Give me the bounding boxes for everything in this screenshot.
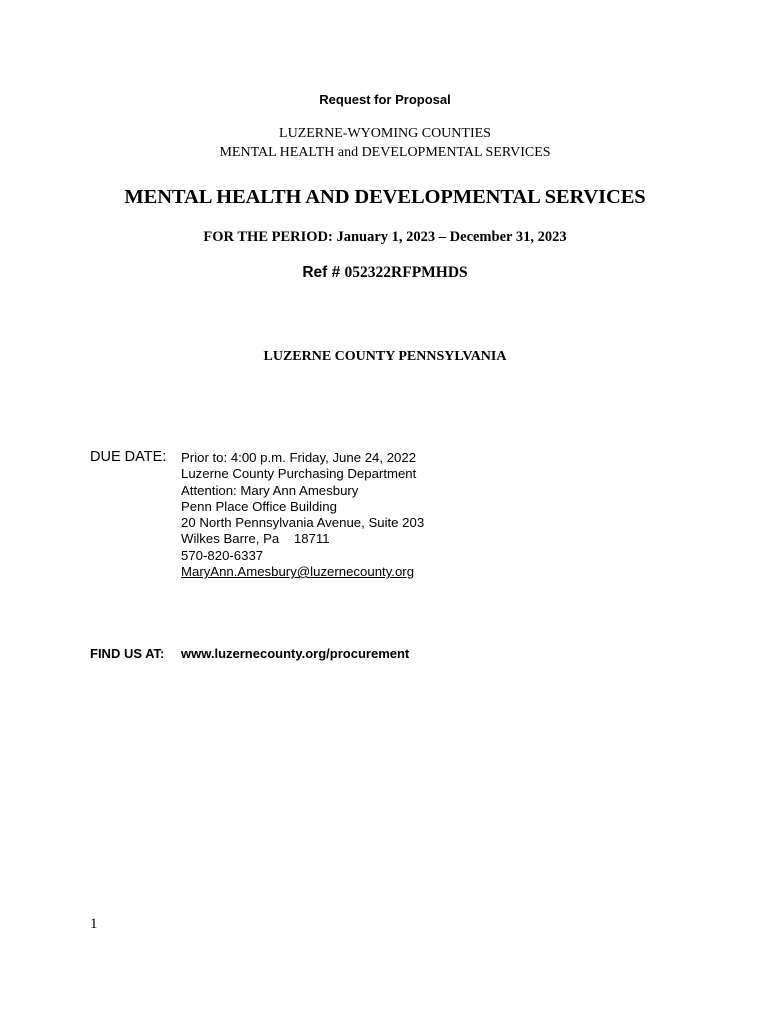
page-number: 1 <box>90 916 98 932</box>
street-address-line: 20 North Pennsylvania Avenue, Suite 203 <box>181 515 425 531</box>
department-line: Luzerne County Purchasing Department <box>181 466 417 482</box>
period-line: FOR THE PERIOD: January 1, 2023 – December 31, 2023 <box>203 229 567 245</box>
find-us-label: FIND US AT: <box>90 646 165 661</box>
reference-number <box>0 264 770 282</box>
due-date-label: DUE DATE: <box>90 449 167 465</box>
building-line: Penn Place Office Building <box>181 498 337 514</box>
agency-name-line-2: MENTAL HEALTH and DEVELOPMENTAL SERVICES <box>219 145 551 160</box>
reference-prefix: Ref # <box>302 264 345 281</box>
attention-line: Attention: Mary Ann Amesbury <box>181 482 359 498</box>
county-line: LUZERNE COUNTY PENNSYLVANIA <box>263 349 507 364</box>
due-date-details <box>181 450 424 580</box>
document-title: MENTAL HEALTH AND DEVELOPMENTAL SERVICES <box>124 186 646 208</box>
city-state-zip-line: Wilkes Barre, Pa 18711 <box>181 531 330 547</box>
reference-code: 052322RFPMHDS <box>344 264 468 281</box>
due-date-time: Prior to: 4:00 p.m. Friday, June 24, 2022 <box>181 450 417 465</box>
rfp-label: Request for Proposal <box>319 92 451 107</box>
agency-name-line-1: LUZERNE-WYOMING COUNTIES <box>279 126 491 141</box>
procurement-url[interactable]: www.luzernecounty.org/procurement <box>181 646 410 661</box>
phone-line: 570-820-6337 <box>181 547 264 563</box>
email-link[interactable]: MaryAnn.Amesbury@luzernecounty.org <box>181 564 415 580</box>
